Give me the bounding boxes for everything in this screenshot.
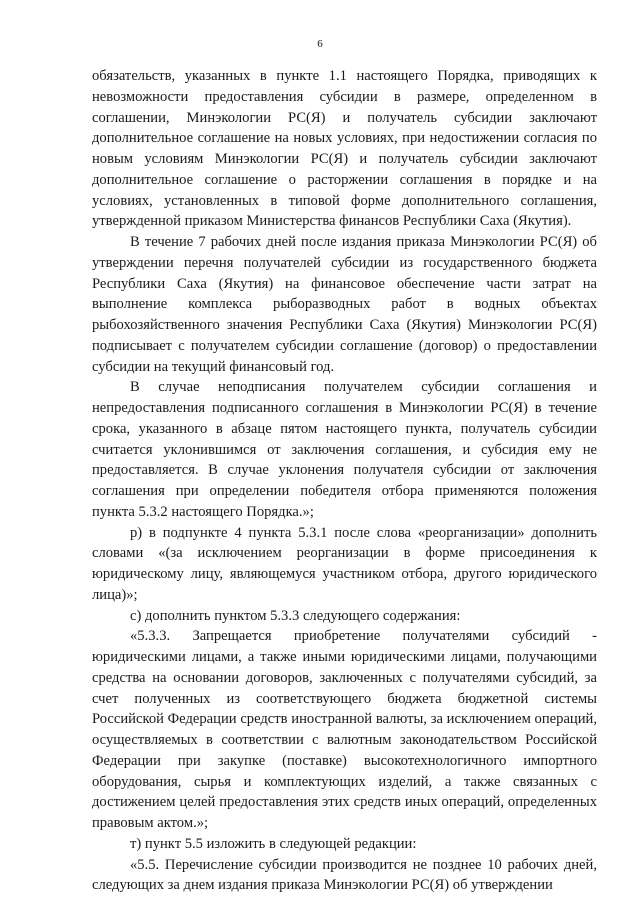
paragraph-6: «5.3.3. Запрещается приобретение получателями субсидий - юридическими лицами, а также иными юридическими лицами, получающими средства на основании договоров, заключенных с получателями субсидий, за счет полученных из соответствующего бюджета бюджетной системы Российской Федерации средств иностранной валюты, за исключением операций, осуществляемых в соответствии с валютным законодательством Российской Федерации при закупке (поставке) высокотехнологичного импортного оборудования, сырья и комплектующих изделий, а также связанных с достижением целей предоставления этих средств иных операций, определенных правовым актом.»; bbox=[92, 628, 597, 831]
document-body bbox=[92, 66, 597, 896]
paragraph-7: т) пункт 5.5 изложить в следующей редакции: bbox=[130, 835, 417, 852]
paragraph-4: р) в подпункте 4 пункта 5.3.1 после слова «реорганизации» дополнить словами «(за исключением реорганизации в форме присоединения к юридическому лицу, являющемуся участником отбора, другого юридического лица)»; bbox=[92, 524, 597, 603]
paragraph-3: В случае неподписания получателем субсидии соглашения и непредоставления подписанного соглашения в Минэкологии РС(Я) в течение срока, указанного в абзаце пятом настоящего пункта, получатель субсидии считается уклонившимся от заключения соглашения, и субсидия ему не предоставляется. В случае уклонения получателя субсидии от заключения соглашения при определении победителя отбора применяются положения пункта 5.3.2 настоящего Порядка.»; bbox=[92, 379, 597, 520]
paragraph-2: В течение 7 рабочих дней после издания приказа Минэкологии РС(Я) об утверждении перечня получателей субсидии из государственного бюджета Республики Саха (Якутия) на финансовое обеспечение части затрат на выполнение комплекса рыборазводных работ в водных объектах рыбохозяйственного значения Республики Саха (Якутия) Минэкологии РС(Я) подписывает с получателем субсидии соглашение (договор) о предоставлении субсидии на текущий финансовый год. bbox=[92, 234, 597, 375]
paragraph-5: с) дополнить пунктом 5.3.3 следующего содержания: bbox=[130, 607, 461, 624]
paragraph-8: «5.5. Перечисление субсидии производится не позднее 10 рабочих дней, следующих за днем издания приказа Минэкологии РС(Я) об утверждении bbox=[92, 856, 597, 894]
page-number: 6 bbox=[317, 38, 323, 50]
paragraph-1: обязательств, указанных в пункте 1.1 настоящего Порядка, приводящих к невозможности предоставления субсидии в размере, определенном в соглашении, Минэкологии РС(Я) и получатель субсидии заключают дополнительное соглашение на новых условиях, при недостижении согласия по новым условиям Минэкологии РС(Я) и получатель субсидии заключают дополнительное соглашение о расторжении соглашения в порядке и на условиях, установленных в типовой форме дополнительного соглашения, утвержденной приказом Министерства финансов Республики Саха (Якутия). bbox=[92, 68, 597, 230]
